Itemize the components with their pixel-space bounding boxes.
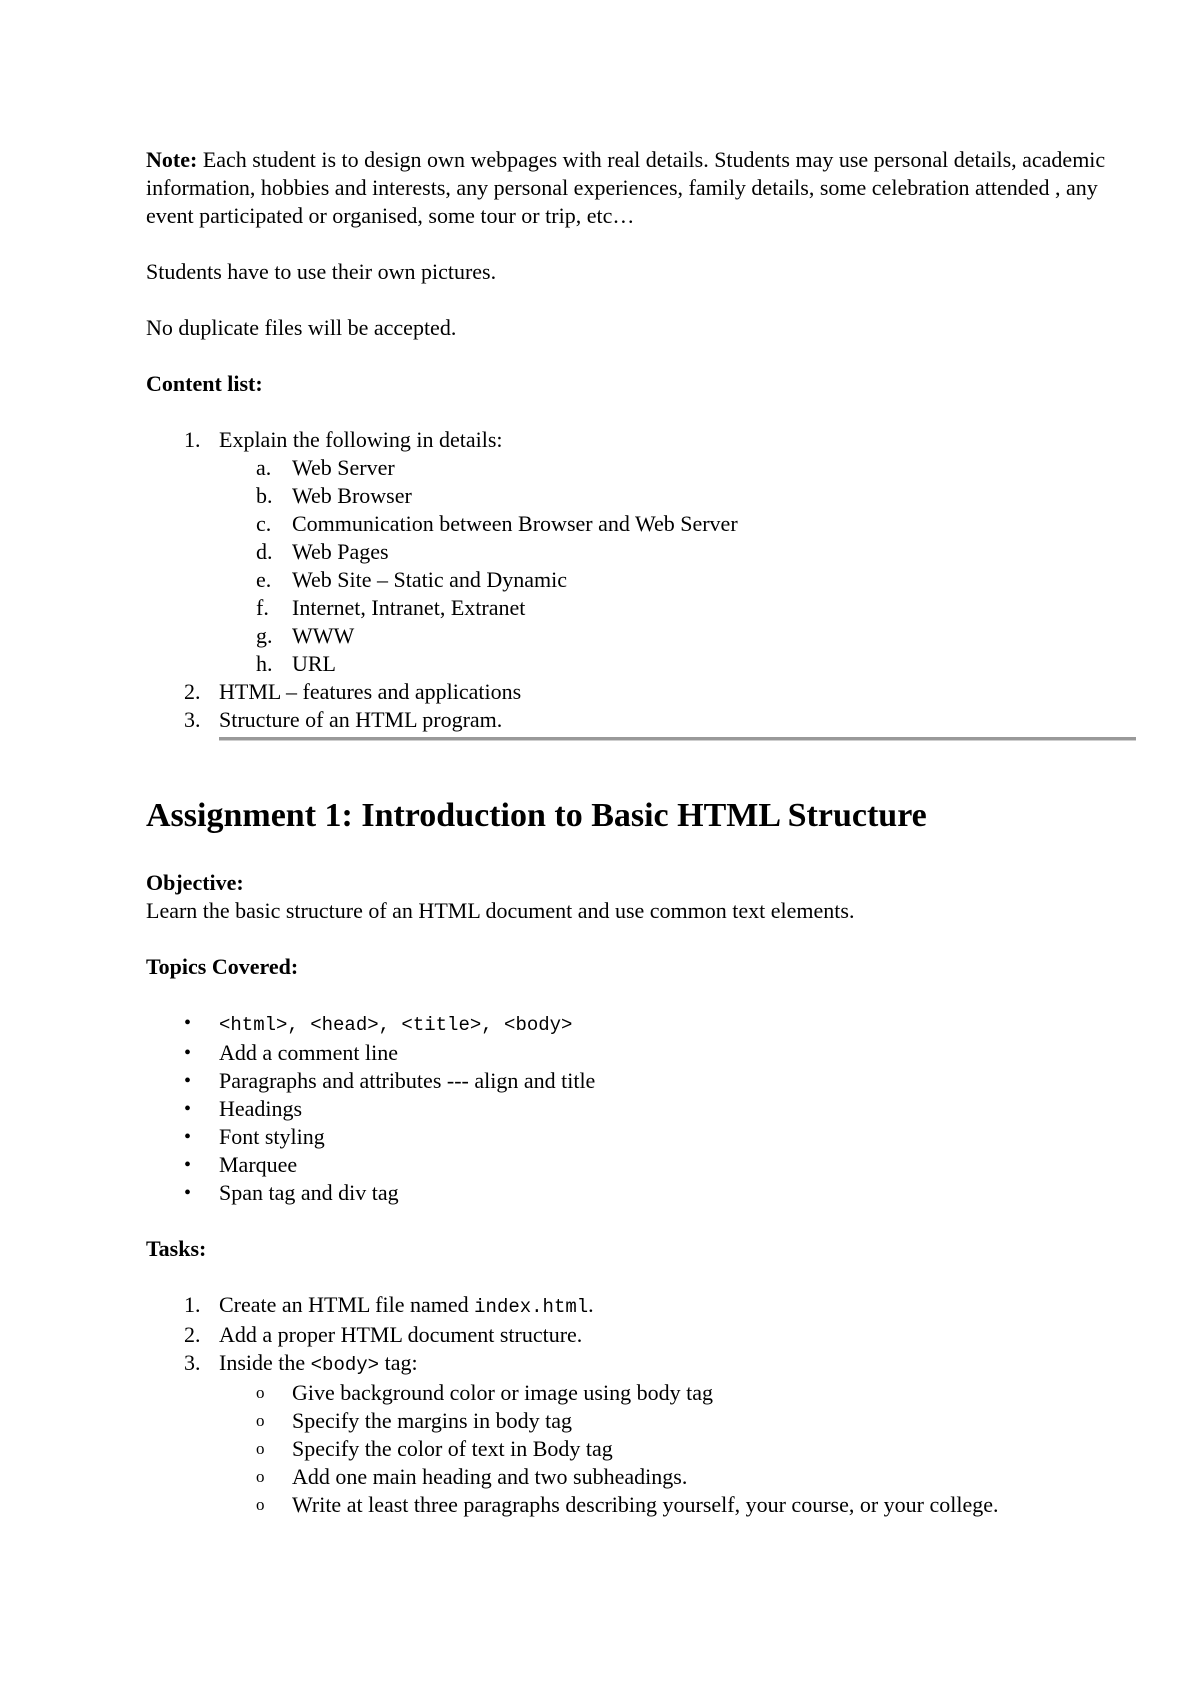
list-item-text: Explain the following in details: xyxy=(219,427,503,452)
sub-list-letter: c. xyxy=(256,511,272,536)
sub-list-text: Communication between Browser and Web Server xyxy=(292,511,738,536)
bullet-icon: • xyxy=(184,1126,192,1148)
list-item-text: HTML – features and applications xyxy=(219,679,522,704)
sub-list-text: URL xyxy=(292,651,336,676)
task-text: Inside the xyxy=(219,1350,311,1375)
sub-list-item xyxy=(146,566,1136,594)
list-number: 2. xyxy=(184,1322,201,1347)
sub-list-text: Web Browser xyxy=(292,483,412,508)
topic-text: Marquee xyxy=(219,1152,298,1177)
topic-text: Add a comment line xyxy=(219,1040,399,1065)
task-text: Add a proper HTML document structure. xyxy=(219,1322,583,1347)
list-item xyxy=(146,678,1136,706)
bullet-icon: • xyxy=(184,1070,192,1092)
sub-list-letter: g. xyxy=(256,623,273,648)
sub-list-letter: e. xyxy=(256,567,272,592)
sub-list-text: Web Site – Static and Dynamic xyxy=(292,567,567,592)
circle-bullet-icon: o xyxy=(256,1439,265,1458)
list-item xyxy=(146,1321,1136,1349)
list-item xyxy=(146,1039,1136,1067)
sub-task-text: Add one main heading and two subheadings. xyxy=(292,1464,688,1489)
bullet-icon: • xyxy=(184,1154,192,1176)
objective-text: Learn the basic structure of an HTML document and use common text elements. xyxy=(146,898,855,923)
list-item xyxy=(146,1123,1136,1151)
topic-text: Font styling xyxy=(219,1124,325,1149)
sub-list-item xyxy=(146,1407,1136,1435)
list-item xyxy=(146,1291,1136,1321)
task-text-suffix: tag: xyxy=(379,1350,418,1375)
duplicate-line: No duplicate files will be accepted. xyxy=(146,315,457,340)
topics-heading: Topics Covered: xyxy=(146,954,299,979)
sub-list-letter: a. xyxy=(256,455,272,480)
circle-bullet-icon: o xyxy=(256,1383,265,1402)
sub-list-letter: b. xyxy=(256,483,273,508)
task-code: index.html xyxy=(474,1296,589,1318)
topic-code: <html>, <head>, <title>, <body> xyxy=(219,1014,573,1036)
list-item xyxy=(146,1151,1136,1179)
list-item xyxy=(146,426,1136,454)
list-item-text: Structure of an HTML program. xyxy=(219,707,503,732)
objective-heading: Objective: xyxy=(146,870,244,895)
list-item xyxy=(146,1009,1136,1039)
list-number: 2. xyxy=(184,679,201,704)
sub-list-item xyxy=(146,650,1136,678)
sub-list-item xyxy=(146,454,1136,482)
sub-list-letter: d. xyxy=(256,539,273,564)
topic-text: Paragraphs and attributes --- align and title xyxy=(219,1068,596,1093)
sub-list-letter: f. xyxy=(256,595,269,620)
task-text: Create an HTML file named xyxy=(219,1292,475,1317)
sub-list-item xyxy=(146,1435,1136,1463)
sub-list-item xyxy=(146,1463,1136,1491)
sub-task-text: Write at least three paragraphs describing yourself, your course, or your college. xyxy=(292,1492,999,1517)
sub-task-text: Specify the margins in body tag xyxy=(292,1408,573,1433)
sub-list-item xyxy=(146,594,1136,622)
sub-list-item xyxy=(146,482,1136,510)
task-code: <body> xyxy=(310,1354,380,1376)
bullet-icon: • xyxy=(184,1182,192,1204)
content-list xyxy=(146,426,1136,734)
assignment-section xyxy=(146,869,1136,1519)
sub-task-text: Give background color or image using body tag xyxy=(292,1380,713,1405)
topics-list xyxy=(146,1009,1136,1207)
sub-task-text: Specify the color of text in Body tag xyxy=(292,1436,613,1461)
intro-section xyxy=(146,146,1136,734)
sub-list-item xyxy=(146,510,1136,538)
horizontal-rule xyxy=(219,737,1136,741)
assignment-title: Assignment 1: Introduction to Basic HTML Structure xyxy=(146,797,927,834)
note-paragraph xyxy=(146,146,1136,230)
tasks-list xyxy=(146,1291,1136,1519)
note-text: Each student is to design own webpages with real details. Students may use personal details, academic information, hobbies and interests, any personal experiences, family details, some celebration attended , any event participated or organised, some tour or trip, etc… xyxy=(146,147,1106,228)
circle-bullet-icon: o xyxy=(256,1495,265,1514)
tasks-heading: Tasks: xyxy=(146,1236,207,1261)
bullet-icon: • xyxy=(184,1098,192,1120)
bullet-icon: • xyxy=(184,1012,192,1034)
list-item xyxy=(146,1067,1136,1095)
sub-list-text: Web Pages xyxy=(292,539,389,564)
list-number: 1. xyxy=(184,1292,201,1317)
circle-bullet-icon: o xyxy=(256,1411,265,1430)
sub-list-item xyxy=(146,1379,1136,1407)
list-item xyxy=(146,1179,1136,1207)
sub-list-letter: h. xyxy=(256,651,273,676)
note-label: Note: xyxy=(146,147,198,172)
topic-text: Span tag and div tag xyxy=(219,1180,399,1205)
sub-list-item xyxy=(146,1491,1136,1519)
sub-list-text: WWW xyxy=(292,623,355,648)
pictures-line: Students have to use their own pictures. xyxy=(146,259,497,284)
list-number: 3. xyxy=(184,707,201,732)
sub-list-item xyxy=(146,622,1136,650)
sub-list-item xyxy=(146,538,1136,566)
content-list-heading: Content list: xyxy=(146,371,263,396)
list-item xyxy=(146,1349,1136,1379)
list-item xyxy=(146,1095,1136,1123)
topic-text: Headings xyxy=(219,1096,303,1121)
list-item xyxy=(146,706,1136,734)
task-text-suffix: . xyxy=(588,1292,594,1317)
circle-bullet-icon: o xyxy=(256,1467,265,1486)
bullet-icon: • xyxy=(184,1042,192,1064)
list-number: 3. xyxy=(184,1350,201,1375)
sub-list-text: Internet, Intranet, Extranet xyxy=(292,595,526,620)
list-number: 1. xyxy=(184,427,201,452)
sub-list-text: Web Server xyxy=(292,455,395,480)
